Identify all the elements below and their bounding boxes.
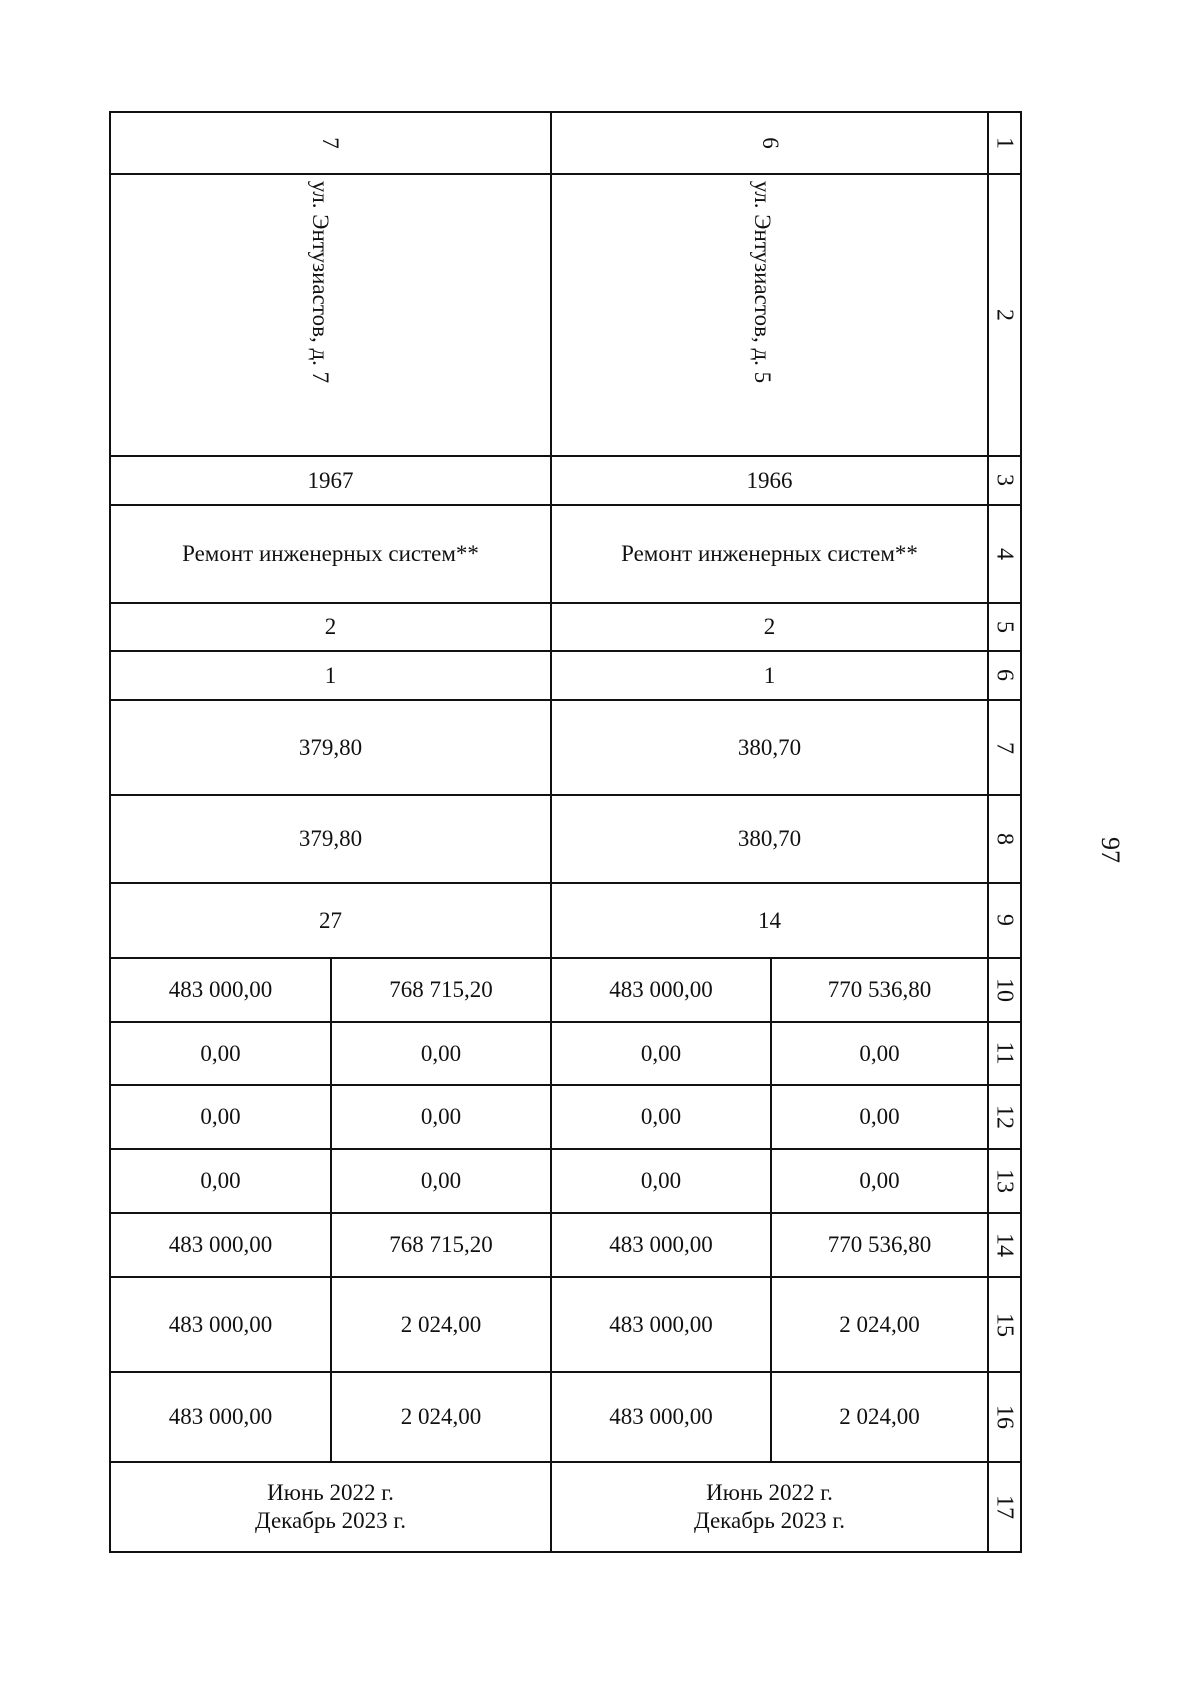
left-floors: 2 bbox=[324, 614, 337, 640]
right-work-type: Ремонт инженерных систем** bbox=[621, 541, 918, 567]
column-index: 11 bbox=[991, 1041, 1018, 1065]
table-cell: 0,00 bbox=[640, 1104, 682, 1130]
table-cell: 0,00 bbox=[200, 1104, 241, 1130]
table-cell: 0,00 bbox=[420, 1040, 462, 1066]
table-cell: 0,00 bbox=[200, 1040, 241, 1066]
column-index: 1 bbox=[991, 137, 1018, 149]
left-build-year: 1967 bbox=[307, 467, 354, 493]
table-cell: 770 536,80 bbox=[827, 1232, 932, 1258]
column-index: 12 bbox=[991, 1105, 1018, 1129]
table-cell: 0,00 bbox=[859, 1104, 900, 1130]
column-index: 14 bbox=[991, 1233, 1018, 1257]
right-object-number: 6 bbox=[758, 137, 783, 149]
column-index: 10 bbox=[991, 978, 1018, 1002]
table-cell: 0,00 bbox=[859, 1040, 900, 1066]
table-cell: 768 715,20 bbox=[389, 1232, 493, 1258]
table-cell: 483 000,00 bbox=[609, 1404, 713, 1430]
right-residents: 14 bbox=[758, 907, 781, 933]
left-object-number: 7 bbox=[318, 137, 343, 149]
table-cell: 768 715,20 bbox=[389, 977, 493, 1003]
table-cell: 770 536,80 bbox=[827, 977, 932, 1003]
column-index: 9 bbox=[991, 914, 1018, 926]
column-index: 16 bbox=[991, 1405, 1018, 1429]
left-residential-area: 379,80 bbox=[298, 826, 363, 852]
left-work-type: Ремонт инженерных систем** bbox=[182, 541, 479, 567]
left-address: ул. Энтузиастов, д. 7 bbox=[308, 180, 333, 384]
left-entrances: 1 bbox=[324, 662, 337, 688]
table-cell: 0,00 bbox=[640, 1168, 682, 1194]
left-total-area: 379,80 bbox=[298, 734, 363, 760]
table-cell: 483 000,00 bbox=[168, 1311, 273, 1337]
table-cell: 2 024,00 bbox=[839, 1311, 920, 1337]
table-cell: 0,00 bbox=[420, 1168, 462, 1194]
column-index: 3 bbox=[991, 474, 1018, 486]
left-work-period: Июнь 2022 г. Декабрь 2023 г. bbox=[255, 1480, 406, 1533]
column-index: 5 bbox=[991, 621, 1018, 633]
right-work-period: Июнь 2022 г. Декабрь 2023 г. bbox=[694, 1480, 845, 1533]
right-build-year: 1966 bbox=[746, 467, 793, 493]
table-cell: 2 024,00 bbox=[400, 1404, 482, 1430]
column-index: 15 bbox=[991, 1313, 1018, 1337]
table-cell: 0,00 bbox=[200, 1168, 241, 1194]
table-cell: 0,00 bbox=[859, 1168, 900, 1194]
right-address: ул. Энтузиастов, д. 5 bbox=[750, 180, 775, 384]
column-index: 17 bbox=[991, 1495, 1018, 1519]
left-residents: 27 bbox=[319, 907, 342, 933]
column-index: 2 bbox=[991, 309, 1018, 321]
right-entrances: 1 bbox=[763, 662, 776, 688]
right-residential-area: 380,70 bbox=[737, 826, 802, 852]
table-cell: 2 024,00 bbox=[839, 1404, 920, 1430]
column-index: 7 bbox=[991, 742, 1018, 754]
column-index: 8 bbox=[991, 833, 1018, 845]
right-floors: 2 bbox=[763, 614, 776, 640]
right-total-area: 380,70 bbox=[737, 734, 802, 760]
table-cell: 2 024,00 bbox=[400, 1311, 482, 1337]
table-cell: 483 000,00 bbox=[168, 977, 273, 1003]
table-cell: 483 000,00 bbox=[168, 1404, 273, 1430]
table-cell: 483 000,00 bbox=[609, 1311, 713, 1337]
table-cell: 0,00 bbox=[420, 1104, 462, 1130]
table-cell: 483 000,00 bbox=[609, 1232, 713, 1258]
table-cell: 483 000,00 bbox=[609, 977, 713, 1003]
column-index: 4 bbox=[991, 548, 1018, 560]
table-cell: 0,00 bbox=[640, 1040, 682, 1066]
column-index: 13 bbox=[991, 1169, 1018, 1193]
column-index: 6 bbox=[991, 669, 1018, 681]
page-number: 97 bbox=[1096, 837, 1125, 863]
table-cell: 483 000,00 bbox=[168, 1232, 273, 1258]
